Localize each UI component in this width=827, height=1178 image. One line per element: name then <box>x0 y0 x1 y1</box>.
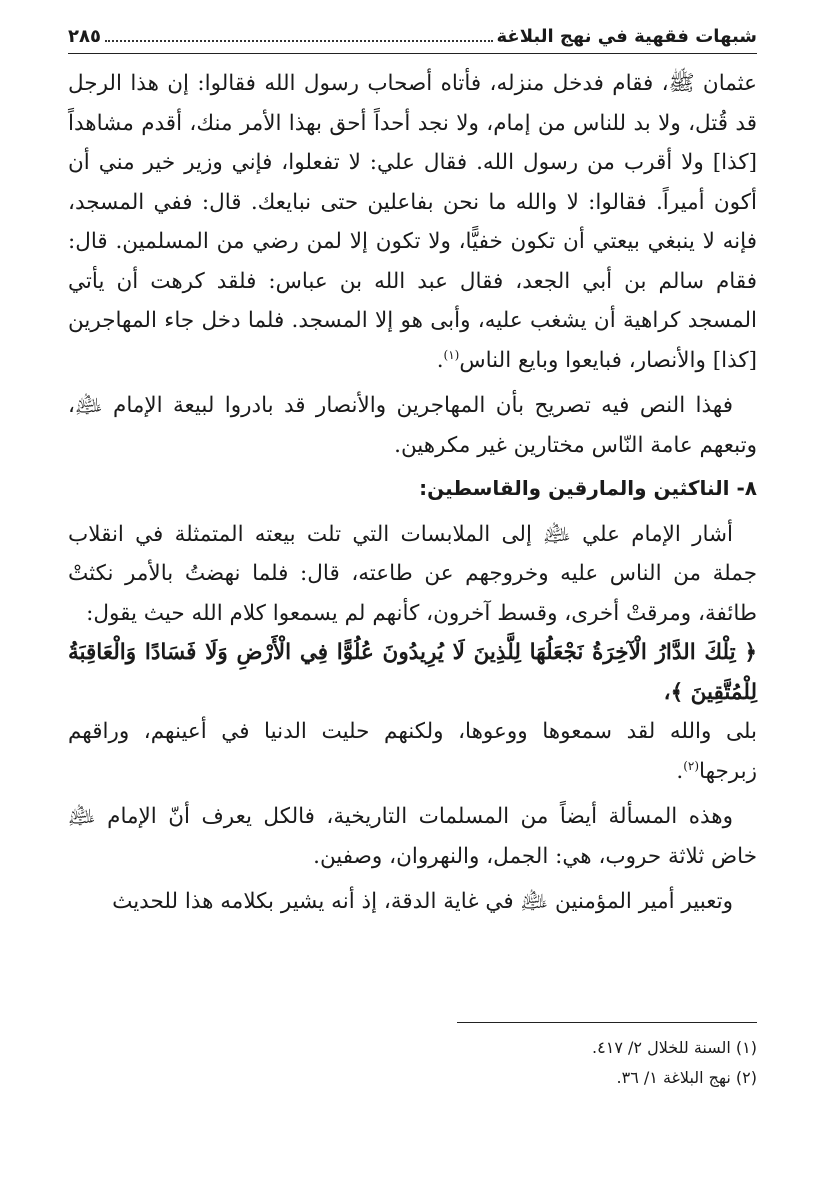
paragraph-1: عثمان ﷺ، فقام فدخل منزله، فأتاه أصحاب رسول الله فقالوا: إن هذا الرجل قد قُتل، ولا بد للناس من إمام، ولا نجد أحداً أحق بهذا الأمر منك، أقدم مشاهداً [كذا] ولا أقرب من رسول الله. فقال علي: لا تفعلوا، فإني وزير خير مني أن أكون أميراً. فقالوا: لا والله ما نحن بفاعلين حتى نبايعك. قال: ففي المسجد، فإنه لا ينبغي بيعتي أن تكون خفيًّا، ولا تكون إلا لمن رضي من المسلمين. قال: فقام سالم بن أبي الجعد، فقال عبد الله بن عباس: فلقد كرهت أن يأتي المسجد كراهية أن يشغب عليه، وأبى هو إلا المسجد. فلما دخل جاء المهاجرين [كذا] والأنصار، فبايعوا وبايع الناس$^{(١)}$. <box>68 71 757 373</box>
footnote-ref-1[interactable]: (١) <box>443 347 460 362</box>
paragraph-6: وتعبير أمير المؤمنين ﵇ في غاية الدقة، إذ أنه يشير بكلامه هذا للحديث <box>112 889 733 914</box>
header-leader-dots <box>105 40 493 42</box>
footnote-ref-2[interactable]: (٢) <box>683 758 700 773</box>
footnotes <box>68 1022 757 1093</box>
paragraph-5: وهذه المسألة أيضاً من المسلمات التاريخية، فالكل يعرف أنّ الإمام ﵇ خاض ثلاثة حروب، هي: الجمل، والنهروان، وصفين. <box>68 804 757 869</box>
body-text <box>68 64 757 922</box>
paragraph-3: أشار الإمام علي ﵇ إلى الملابسات التي تلت بيعته المتمثلة في انقلاب جملة من الناس عليه وخروجهم عن طاعته، قال: فلما نهضتُ بالأمر نكثتْ طائفة، ومرقتْ أخرى، وقسط آخرون، كأنهم لم يسمعوا كلام الله حيث يقول: <box>68 521 757 626</box>
paragraph-4: بلى والله لقد سمعوها ووعوها، ولكنهم حليت الدنيا في أعينهم، وراقهم زبرجها$^{(٢)}$. <box>68 719 757 784</box>
footnote-2: (٢) نهج البلاغة ١/ ٣٦. <box>616 1068 757 1087</box>
page-number: ٢٨٥ <box>68 26 101 47</box>
footnote-1: (١) السنة للخلال ٢/ ٤١٧. <box>592 1038 757 1057</box>
section-heading: ٨- الناكثين والمارقين والقاسطين: <box>419 476 757 500</box>
header-title: شبهات فقهية في نهج البلاغة <box>496 26 757 47</box>
running-header <box>68 26 757 54</box>
footnote-divider <box>457 1022 757 1023</box>
paragraph-2: فهذا النص فيه تصريح بأن المهاجرين والأنصار قد بادروا لبيعة الإمام ﵇، وتبعهم عامة النّاس مختارين غير مكرهين. <box>68 393 757 458</box>
quran-verse: ﴿ تِلْكَ الدَّارُ الْآخِرَةُ نَجْعَلُهَا لِلَّذِينَ لَا يُرِيدُونَ عُلُوًّا فِي الْأَرْضِ وَلَا فَسَادًا وَالْعَاقِبَةُ لِلْمُتَّقِينَ ﴾، <box>68 640 757 705</box>
